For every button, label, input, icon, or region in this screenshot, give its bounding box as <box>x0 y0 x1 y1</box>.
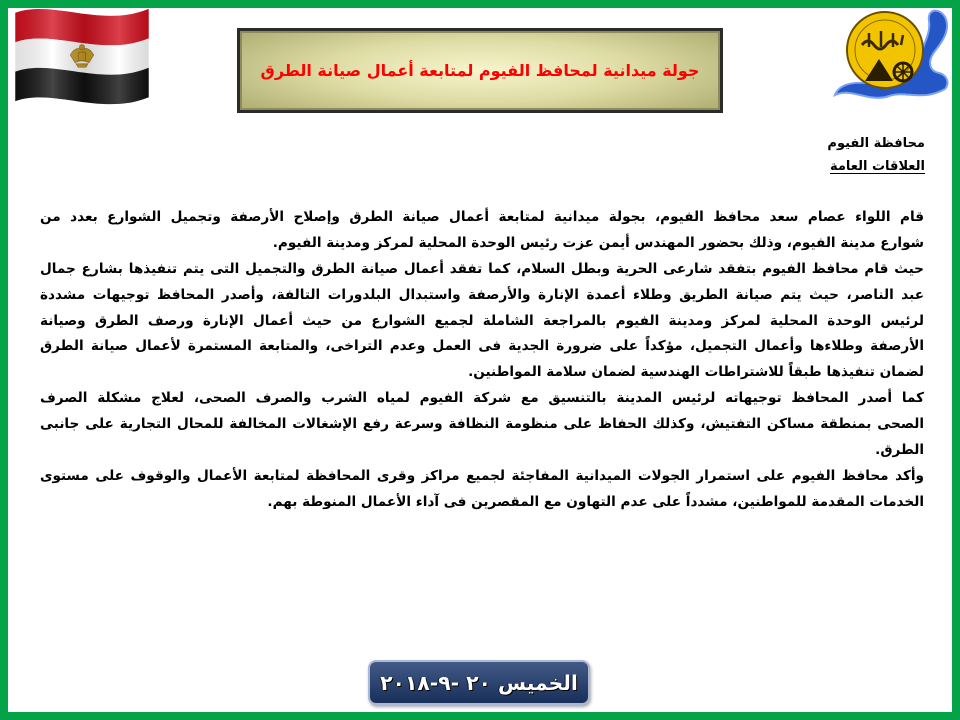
paragraph-line: شوارع مدينة الفيوم، وذلك بحضور المهندس أيمن عزت رئيس الوحدة المحلية لمركز ومدينة الفيوم. <box>272 234 924 251</box>
paragraph-line: لضمان تنفيذها طبقاً للاشتراطات الهندسية لضمان سلامة المواطنين. <box>468 364 924 381</box>
page-title: جولة ميدانية لمحافظ الفيوم لمتابعة أعمال صيانة الطرق <box>260 61 700 80</box>
paragraph-line: كما أصدر المحافظ توجيهاته لرئيس المدينة بالتنسيق مع شركة الفيوم لمياه الشرب والصرف الصحى، لعلاج مشكلة الصرف <box>40 390 924 407</box>
paragraph-line: قام اللواء عصام سعد محافظ الفيوم، بجولة ميدانية لمتابعة أعمال صيانة الطرق وإصلاح الأرصفة وتجميل الشوارع بعدد من <box>40 209 924 225</box>
department-name: العلاقات العامة <box>829 159 925 174</box>
paragraph-line: لرئيس الوحدة المحلية لمركز ومدينة الفيوم بالمراجعة الشاملة لجميع الشوارع من حيث أعمال الإنارة ورصف الطرق وصيانة <box>40 312 924 329</box>
paragraph-line: الأرصفة وطلاءها وأعمال التجميل، مؤكداً على ضرورة الجدية فى العمل وعدم التراخى، والمتابعة المستمرة لأعمال صيانة الطرق <box>40 338 924 355</box>
paragraph-line: الصحى بمنطقة مساكن التفتيش، وكذلك الحفاظ على منظومة النظافة وسرعة رفع الإشغالات المخالفة للمحال التجارية على جانبى <box>40 416 924 433</box>
organization-name: محافظة الفيوم <box>827 136 925 151</box>
paragraph-line: الطرق. <box>875 442 924 459</box>
paragraph-line: عبد الناصر، حيث يتم صيانة الطريق وطلاء أعمدة الإنارة والأرصفة واستبدال البلدورات التالفة، وأصدر المحافظ توجيهات مشددة <box>40 286 924 303</box>
paragraph-line: الخدمات المقدمة للمواطنين، مشدداً على عدم التهاون مع المقصرين فى آداء الأعمال المنوطة بهم. <box>267 493 924 510</box>
paragraph-line: حيث قام محافظ الفيوم بتفقد شارعى الحرية وبطل السلام، كما تفقد أعمال صيانة الطرق والتجميل التى يتم تنفيذها بشارع جمال <box>40 260 924 277</box>
date-text: الخميس ٢٠ -٩-٢٠١٨ <box>380 670 578 695</box>
paragraph-line: وأكد محافظ الفيوم على استمرار الجولات الميدانية المفاجئة لجميع مراكز وقرى المحافظة لمتابعة الأعمال والوقوف على مستوى <box>40 467 924 484</box>
